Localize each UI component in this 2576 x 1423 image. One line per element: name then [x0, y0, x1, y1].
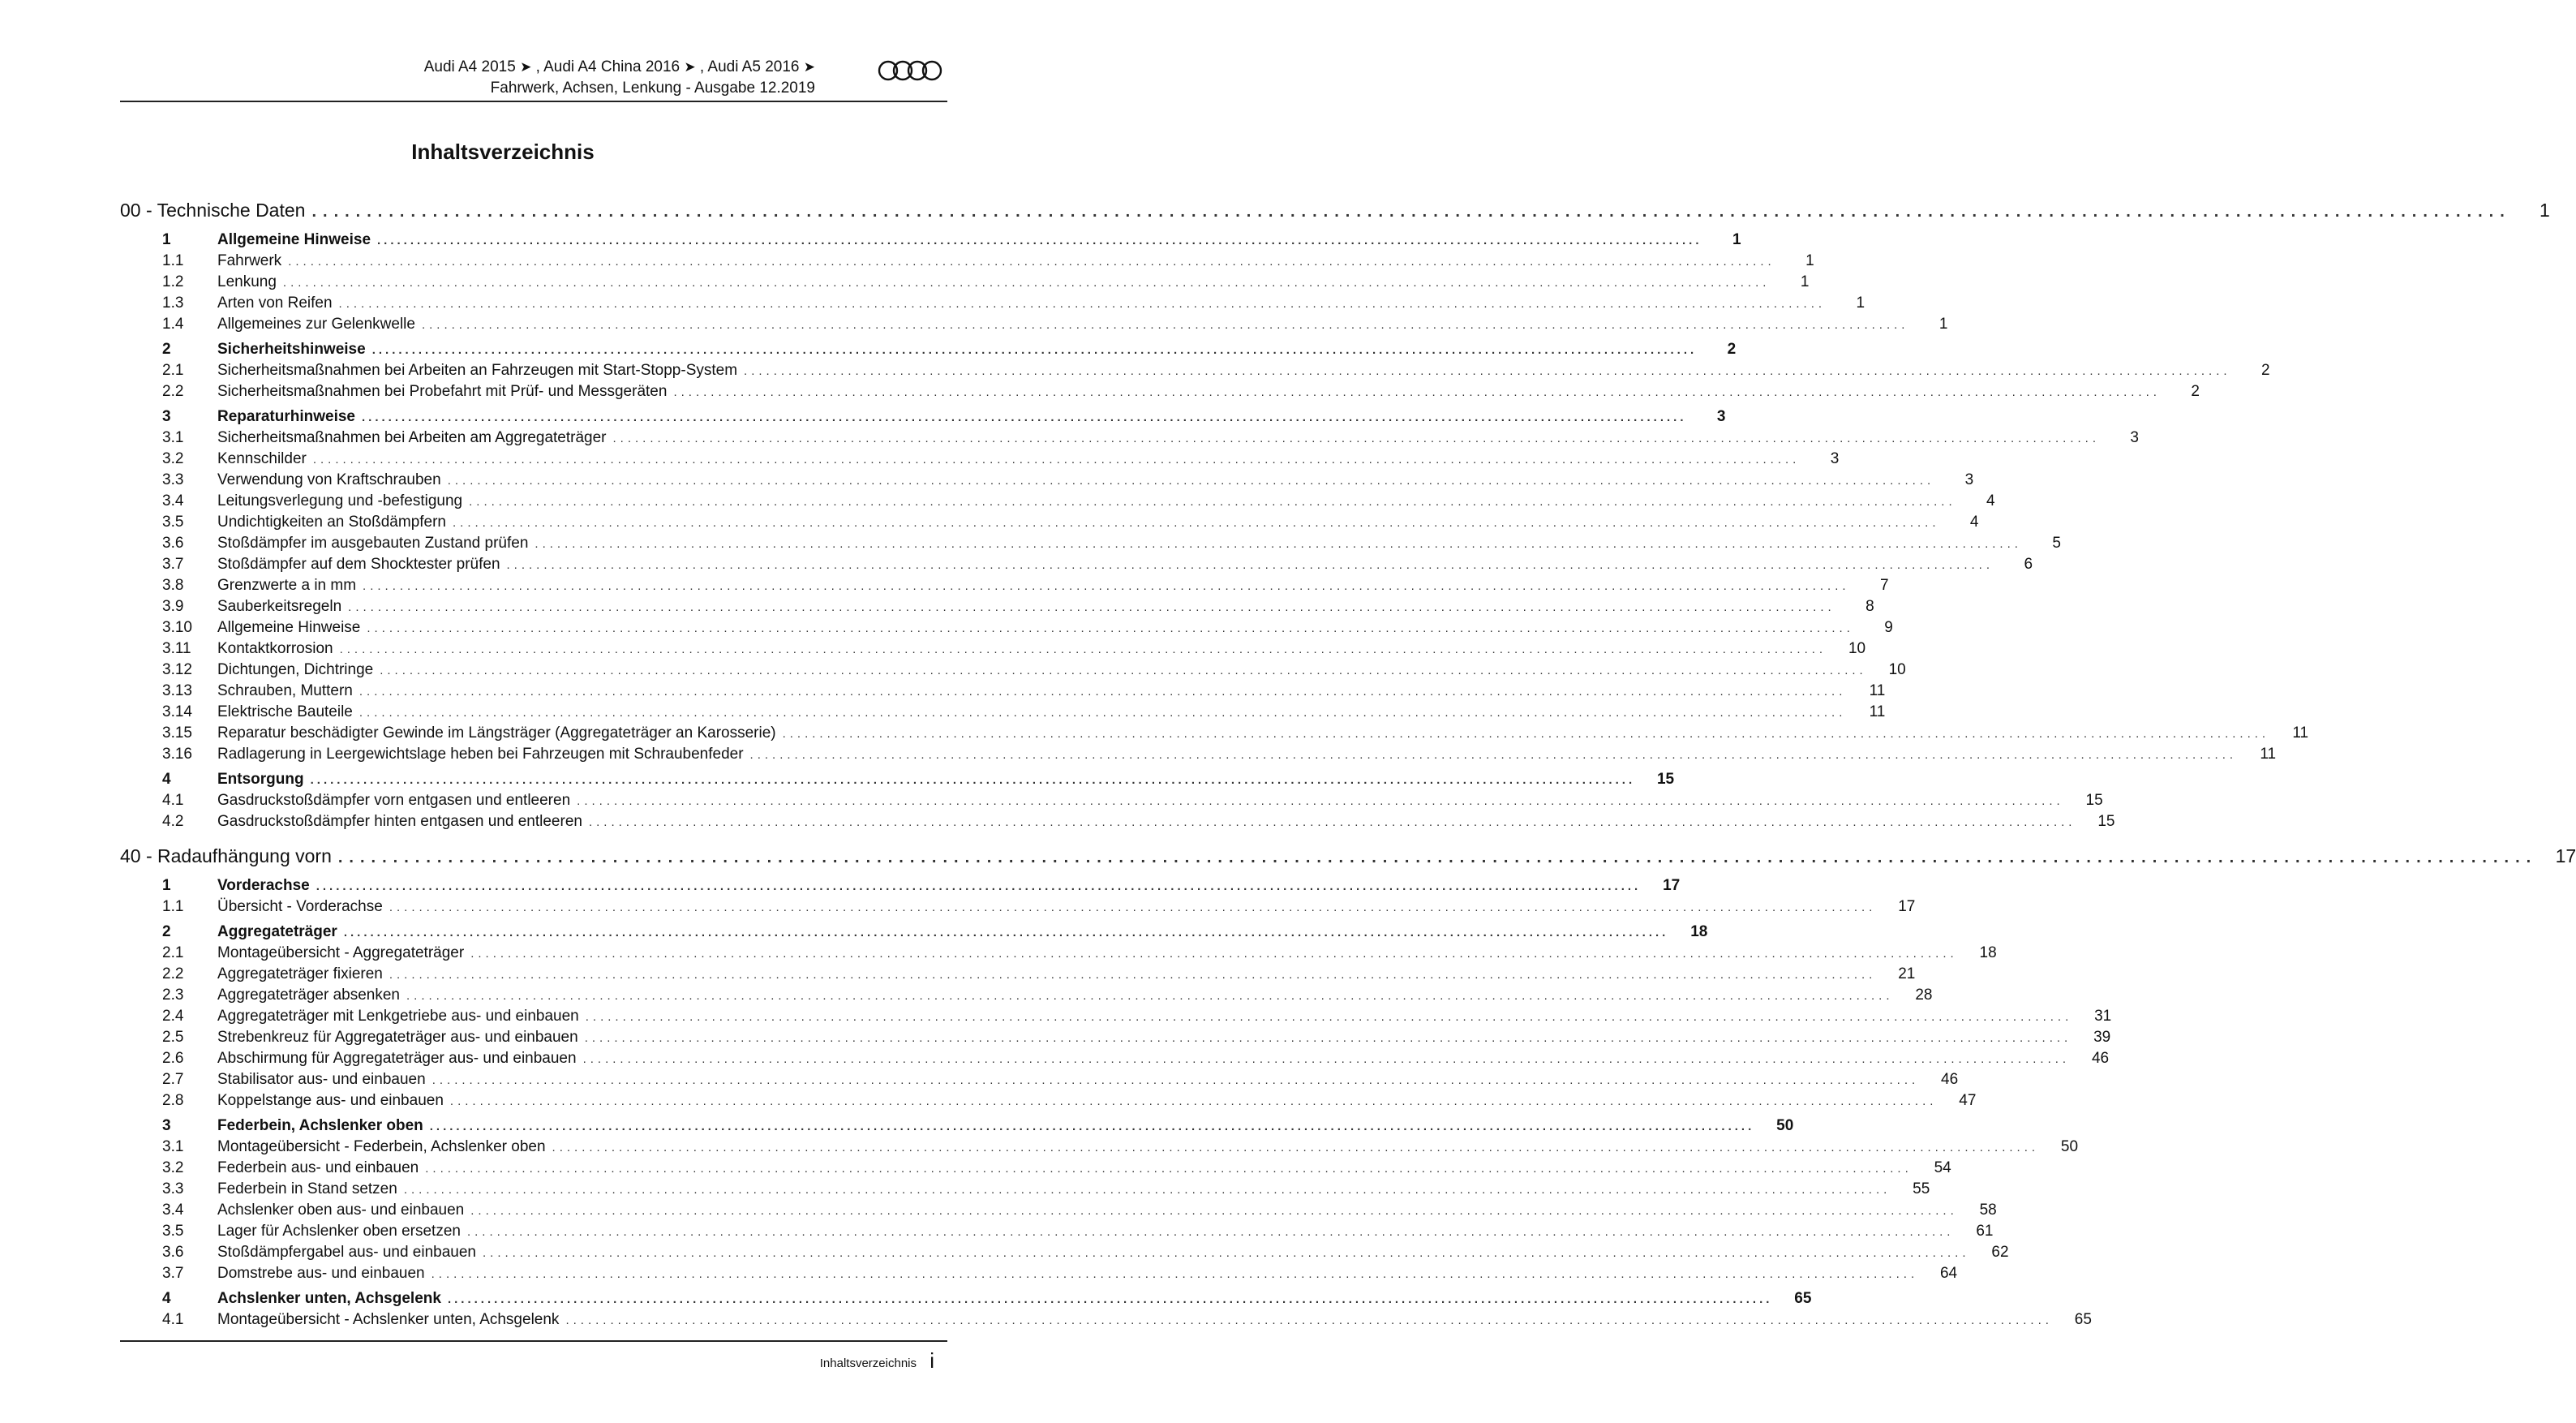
- toc-entry-page: 46: [1941, 1071, 1959, 1088]
- toc-entry-title: Verwendung von Kraftschrauben: [217, 471, 441, 488]
- toc-entry-number: 3.11: [162, 640, 191, 657]
- dot-leader: ........................................................................................................................................................................................................: [483, 1246, 1970, 1260]
- toc-entry-page: 9: [1884, 619, 1893, 636]
- toc-section[interactable]: [120, 769, 1675, 790]
- dot-leader: ........................................................................................................................................................................................................: [466, 1225, 1955, 1239]
- toc-entry-title: 00 - Technische Daten: [120, 200, 306, 221]
- dot-leader: ........................................................................................................................................................................................................: [389, 901, 1877, 914]
- dot-leader: ........................................................................................................................................................................................................: [421, 318, 1909, 332]
- toc-item[interactable]: [120, 811, 2115, 832]
- toc-entry-number: 2.3: [162, 987, 184, 1004]
- toc-item[interactable]: [120, 554, 2033, 575]
- toc-section[interactable]: [120, 406, 1726, 428]
- toc-entry-page: 5: [2052, 535, 2061, 552]
- toc-entry-title: Federbein aus- und einbauen: [217, 1159, 419, 1176]
- toc-entry-number: 3.14: [162, 703, 192, 720]
- dot-leader: ........................................................................................................................................................................................................: [585, 1010, 2073, 1024]
- toc-entry-title: Fahrwerk: [217, 252, 282, 269]
- toc-entry-number: 1: [162, 231, 171, 248]
- toc-entry-title: Achslenker oben aus- und einbauen: [217, 1202, 465, 1219]
- toc-entry-title: Achslenker unten, Achsgelenk: [217, 1290, 441, 1307]
- toc-entry-page: 4: [1986, 492, 1995, 509]
- toc-entry-page: 2: [1727, 341, 1737, 358]
- toc-entry-number: 3.1: [162, 429, 184, 446]
- toc-entry-number: 1.3: [162, 294, 184, 312]
- toc-entry-number: 3.8: [162, 577, 184, 594]
- toc-entry-page: 1: [1805, 252, 1814, 269]
- toc-entry-title: Federbein, Achslenker oben: [217, 1117, 423, 1134]
- toc-entry-page: 1: [1800, 273, 1810, 290]
- toc-entry-title: Aggregateträger: [217, 923, 337, 940]
- toc-entry-page: 61: [1976, 1223, 1994, 1240]
- toc-entry-title: Montageübersicht - Achslenker unten, Achsgelenk: [217, 1311, 560, 1328]
- toc-item[interactable]: [120, 617, 1893, 638]
- toc-item[interactable]: [120, 251, 1814, 272]
- toc-section[interactable]: [120, 1288, 1812, 1309]
- dot-leader: ........................................................................................................................................................................................................: [565, 1313, 2053, 1327]
- toc-item[interactable]: [120, 1179, 1930, 1200]
- toc-entry-number: 3.3: [162, 1180, 184, 1197]
- toc-item[interactable]: [120, 293, 1865, 314]
- toc-entry-title: Entsorgung: [217, 771, 304, 788]
- dot-leader: ........................................................................................................................................................................................................: [311, 203, 2511, 221]
- toc-entry-page: 15: [2085, 792, 2103, 809]
- toc-entry-number: 1.4: [162, 316, 184, 333]
- toc-entry-title: Strebenkreuz für Aggregateträger aus- und einbauen: [217, 1029, 578, 1046]
- toc-entry-title: Koppelstange aus- und einbauen: [217, 1092, 444, 1109]
- toc-item[interactable]: [120, 1027, 2111, 1048]
- toc-entry-title: Sicherheitshinweise: [217, 341, 366, 358]
- toc-item[interactable]: [120, 360, 2270, 381]
- toc-entry-number: 1: [162, 877, 171, 894]
- toc-entry-page: 50: [1776, 1117, 1794, 1134]
- toc-entry-title: Gasdruckstoßdämpfer hinten entgasen und entleeren: [217, 813, 582, 830]
- toc-entry-page: 62: [1991, 1244, 2009, 1261]
- toc-entry-title: Stoßdämpfer im ausgebauten Zustand prüfen: [217, 535, 529, 552]
- footer-page-number: i: [930, 1348, 934, 1373]
- toc-entry-page: 4: [1969, 514, 1979, 531]
- toc-item[interactable]: [120, 1200, 1997, 1221]
- dot-leader: ........................................................................................................................................................................................................: [389, 968, 1877, 982]
- toc-entry-number: 3.4: [162, 1202, 184, 1219]
- toc-entry-number: 3.5: [162, 1223, 184, 1240]
- toc-entry-page: 65: [1794, 1290, 1812, 1307]
- toc-entry-page: 47: [1959, 1092, 1977, 1109]
- toc-entry-title: Vorderachse: [217, 877, 310, 894]
- toc-entry-number: 3.1: [162, 1138, 184, 1155]
- toc-entry-number: 2: [162, 923, 171, 940]
- toc-item[interactable]: [120, 681, 1886, 702]
- toc-entry-number: 3: [162, 408, 171, 425]
- toc-entry-number: 3.10: [162, 619, 192, 636]
- toc-item[interactable]: [120, 428, 2139, 449]
- toc-entry-title: Kennschilder: [217, 450, 307, 467]
- toc-item[interactable]: [120, 1158, 1951, 1179]
- toc-entry-title: Aggregateträger mit Lenkgetriebe aus- und einbauen: [217, 1008, 579, 1025]
- toc-item[interactable]: [120, 985, 1933, 1006]
- toc-item[interactable]: [120, 790, 2103, 811]
- toc-item[interactable]: [120, 449, 1840, 470]
- toc-item[interactable]: [120, 272, 1810, 293]
- dot-leader: ........................................................................................................................................................................................................: [577, 794, 2064, 808]
- toc-item[interactable]: [120, 1242, 2009, 1263]
- dot-leader: ........................................................................................................................................................................................................: [348, 600, 1835, 614]
- header-model-2: , Audi A4 China 2016: [535, 58, 680, 75]
- toc-entry-title: Sicherheitsmaßnahmen bei Arbeiten an Fahrzeugen mit Start-Stopp-System: [217, 362, 738, 379]
- toc-item[interactable]: [120, 1137, 2079, 1158]
- header-subtitle: Fahrwerk, Achsen, Lenkung - Ausgabe 12.2019: [490, 80, 815, 97]
- toc-item[interactable]: [120, 491, 1995, 512]
- toc-entry-number: 3.2: [162, 450, 184, 467]
- toc-item[interactable]: [120, 943, 1997, 964]
- toc-entry-title: Arten von Reifen: [217, 294, 333, 312]
- toc-entry-page: 10: [1888, 661, 1906, 678]
- dot-leader: ........................................................................................................................................................................................................: [431, 1073, 1920, 1087]
- toc-section[interactable]: [120, 339, 1737, 360]
- toc-entry-page: 18: [1690, 923, 1708, 940]
- dot-leader: ........................................................................................................................................................................................................: [362, 411, 1687, 424]
- toc-item[interactable]: [120, 723, 2309, 744]
- toc-entry-number: 3.2: [162, 1159, 184, 1176]
- toc-item[interactable]: [120, 533, 2061, 554]
- toc-entry-title: Stoßdämpfer auf dem Shocktester prüfen: [217, 556, 500, 573]
- toc-item[interactable]: [120, 1221, 1994, 1242]
- toc-entry-title: Schrauben, Muttern: [217, 682, 353, 699]
- toc-entry-page: 55: [1913, 1180, 1930, 1197]
- dot-leader: ........................................................................................................................................................................................................: [337, 849, 2538, 866]
- toc-entry-title: Sicherheitsmaßnahmen bei Probefahrt mit Prüf- und Messgeräten: [217, 383, 668, 400]
- toc-entry-page: 6: [2024, 556, 2033, 573]
- toc-entry-title: Montageübersicht - Federbein, Achslenker oben: [217, 1138, 546, 1155]
- toc-entry-page: 3: [2130, 429, 2139, 446]
- dot-leader: ........................................................................................................................................................................................................: [744, 364, 2231, 378]
- toc-entry-number: 4.1: [162, 1311, 184, 1328]
- toc-entry-title: Sauberkeitsregeln: [217, 598, 342, 615]
- toc-entry-page: 58: [1979, 1202, 1997, 1219]
- toc-entry-number: 3.9: [162, 598, 184, 615]
- toc-entry-title: Dichtungen, Dichtringe: [217, 661, 374, 678]
- dot-leader: ........................................................................................................................................................................................................: [363, 579, 1850, 593]
- dot-leader: ........................................................................................................................................................................................................: [316, 879, 1642, 893]
- toc-entry-number: 3.16: [162, 746, 192, 763]
- toc-entry-page: 15: [1656, 771, 1675, 788]
- toc-entry-number: 3.12: [162, 661, 192, 678]
- header-vehicle-line: [424, 58, 815, 76]
- dot-leader: ........................................................................................................................................................................................................: [782, 727, 2270, 741]
- toc-entry-number: 3.15: [162, 724, 192, 742]
- toc-entry-number: 2.2: [162, 383, 184, 400]
- toc-entry-page: 1: [1732, 231, 1741, 248]
- toc-item[interactable]: [120, 1090, 1977, 1111]
- toc-item[interactable]: [120, 1069, 1959, 1090]
- dot-leader: ........................................................................................................................................................................................................: [470, 947, 1958, 961]
- toc-section[interactable]: [120, 1116, 1794, 1137]
- toc-entry-title: Undichtigkeiten an Stoßdämpfern: [217, 514, 446, 531]
- toc-entry-title: Allgemeine Hinweise: [217, 619, 361, 636]
- toc-chapter[interactable]: [120, 195, 2550, 226]
- toc-entry-title: Aggregateträger fixieren: [217, 965, 383, 982]
- toc-entry-page: 2: [2191, 383, 2200, 400]
- dot-leader: ........................................................................................................................................................................................................: [506, 558, 1994, 572]
- toc-entry-number: 2.5: [162, 1029, 184, 1046]
- dot-leader: ........................................................................................................................................................................................................: [469, 495, 1956, 509]
- toc-entry-number: 3.6: [162, 1244, 184, 1261]
- toc-item[interactable]: [120, 744, 2277, 765]
- toc-entry-title: Montageübersicht - Aggregateträger: [217, 944, 465, 961]
- dot-leader: ........................................................................................................................................................................................................: [380, 664, 1867, 677]
- toc-item[interactable]: [120, 314, 1948, 335]
- dot-leader: ........................................................................................................................................................................................................: [288, 255, 1775, 269]
- toc-entry-title: Stabilisator aus- und einbauen: [217, 1071, 426, 1088]
- toc-entry-title: Lenkung: [217, 273, 277, 290]
- toc-entry-number: 3.6: [162, 535, 184, 552]
- toc-entry-page: 46: [2091, 1050, 2110, 1067]
- toc-entry-number: 3: [162, 1117, 171, 1134]
- toc-entry-number: 1.1: [162, 252, 184, 269]
- toc-entry-page: 15: [2097, 813, 2115, 830]
- toc-entry-title: Domstrebe aus- und einbauen: [217, 1265, 425, 1282]
- toc-entry-page: 50: [2060, 1138, 2079, 1155]
- toc-entry-number: 1.2: [162, 273, 184, 290]
- dot-leader: ........................................................................................................................................................................................................: [582, 1052, 2071, 1066]
- toc-entry-number: 2.4: [162, 1008, 184, 1025]
- toc-entry-title: Aggregateträger absenken: [217, 987, 400, 1004]
- toc-entry-number: 3.4: [162, 492, 184, 509]
- toc-entry-page: 18: [1979, 944, 1997, 961]
- dot-leader: ........................................................................................................................................................................................................: [377, 234, 1702, 247]
- toc-entry-title: Gasdruckstoßdämpfer vorn entgasen und entleeren: [217, 792, 571, 809]
- toc-entry-number: 1.1: [162, 898, 184, 915]
- toc-entry-title: Sicherheitsmaßnahmen bei Arbeiten am Aggregateträger: [217, 429, 607, 446]
- toc-entry-number: 4: [162, 1290, 171, 1307]
- toc-item[interactable]: [120, 638, 1866, 660]
- toc-entry-page: 3: [1716, 408, 1726, 425]
- dot-leader: ........................................................................................................................................................................................................: [673, 385, 2161, 399]
- toc-entry-page: 11: [2260, 746, 2277, 763]
- toc-entry-number: 4: [162, 771, 171, 788]
- header-arrow-icon: ➤: [684, 59, 696, 75]
- header-divider: [120, 101, 947, 102]
- toc-entry-page: 10: [1848, 640, 1866, 657]
- dot-leader: ........................................................................................................................................................................................................: [367, 621, 1854, 635]
- toc-entry-title: Grenzwerte a in mm: [217, 577, 357, 594]
- toc-entry-page: 8: [1865, 598, 1874, 615]
- toc-section[interactable]: [120, 875, 1681, 896]
- dot-leader: ........................................................................................................................................................................................................: [584, 1031, 2072, 1045]
- dot-leader: ........................................................................................................................................................................................................: [612, 432, 2100, 445]
- toc-section[interactable]: [120, 922, 1708, 943]
- dot-leader: ........................................................................................................................................................................................................: [535, 537, 2022, 551]
- toc-entry-number: 2.1: [162, 362, 184, 379]
- header-model-3: , Audi A5 2016: [699, 58, 800, 75]
- toc-entry-page: 39: [2093, 1029, 2111, 1046]
- dot-leader: ........................................................................................................................................................................................................: [425, 1162, 1913, 1176]
- toc-entry-title: Leitungsverlegung und -befestigung: [217, 492, 463, 509]
- toc-entry-page: 21: [1898, 965, 1916, 982]
- dot-leader: ........................................................................................................................................................................................................: [431, 1267, 1919, 1281]
- toc-entry-page: 3: [1830, 450, 1840, 467]
- dot-leader: ........................................................................................................................................................................................................: [358, 685, 1847, 699]
- toc-entry-number: 2.2: [162, 965, 184, 982]
- dot-leader: ........................................................................................................................................................................................................: [588, 815, 2076, 829]
- toc-entry-number: 3.13: [162, 682, 192, 699]
- toc-entry-page: 65: [2074, 1311, 2092, 1328]
- toc-entry-page: 17: [1898, 898, 1916, 915]
- toc-entry-title: Reparaturhinweise: [217, 408, 355, 425]
- toc-entry-number: 3.3: [162, 471, 184, 488]
- footer-divider: [120, 1340, 947, 1342]
- header-arrow-icon: ➤: [520, 59, 532, 75]
- dot-leader: ........................................................................................................................................................................................................: [447, 1292, 1773, 1306]
- dot-leader: ........................................................................................................................................................................................................: [371, 343, 1698, 357]
- dot-leader: ........................................................................................................................................................................................................: [312, 453, 1801, 466]
- toc-chapter[interactable]: [120, 840, 2576, 871]
- toc-entry-title: Abschirmung für Aggregateträger aus- und einbauen: [217, 1050, 577, 1067]
- toc-entry-title: Stoßdämpfergabel aus- und einbauen: [217, 1244, 477, 1261]
- toc-item[interactable]: [120, 702, 1886, 723]
- toc-entry-page: 17: [1663, 877, 1681, 894]
- toc-entry-page: 1: [1856, 294, 1865, 312]
- toc-item[interactable]: [120, 596, 1874, 617]
- toc-item[interactable]: [120, 964, 1916, 985]
- toc-item[interactable]: [120, 1309, 2092, 1331]
- toc-entry-page: 2: [2260, 362, 2270, 379]
- toc-entry-number: 3.5: [162, 514, 184, 531]
- toc-entry-page: 31: [2094, 1008, 2112, 1025]
- toc-entry-title: Allgemeine Hinweise: [217, 231, 371, 248]
- toc-entry-page: 11: [2292, 724, 2309, 742]
- dot-leader: ........................................................................................................................................................................................................: [453, 516, 1940, 530]
- toc-entry-number: 2.1: [162, 944, 184, 961]
- dot-leader: ........................................................................................................................................................................................................: [282, 276, 1771, 290]
- toc-item[interactable]: [120, 896, 1916, 918]
- toc-entry-title: 40 - Radaufhängung vorn: [120, 845, 332, 866]
- toc-entry-page: 11: [1869, 682, 1886, 699]
- dot-leader: ........................................................................................................................................................................................................: [429, 1120, 1755, 1133]
- page-title: Inhaltsverzeichnis: [411, 140, 595, 164]
- footer-label: Inhaltsverzeichnis: [819, 1356, 917, 1370]
- toc-section[interactable]: [120, 230, 1741, 251]
- dot-leader: ........................................................................................................................................................................................................: [338, 297, 1827, 311]
- toc-entry-number: 2: [162, 341, 171, 358]
- toc-entry-title: Allgemeines zur Gelenkwelle: [217, 316, 415, 333]
- dot-leader: ........................................................................................................................................................................................................: [449, 1094, 1938, 1108]
- toc-entry-number: 2.6: [162, 1050, 184, 1067]
- toc-entry-title: Übersicht - Vorderachse: [217, 898, 383, 915]
- dot-leader: ........................................................................................................................................................................................................: [310, 773, 1636, 787]
- dot-leader: ........................................................................................................................................................................................................: [403, 1183, 1891, 1197]
- toc-entry-page: 17: [2555, 845, 2576, 866]
- dot-leader: ........................................................................................................................................................................................................: [358, 706, 1847, 720]
- toc-entry-number: 4.1: [162, 792, 184, 809]
- toc-item[interactable]: [120, 1006, 2112, 1027]
- toc-entry-page: 28: [1915, 987, 1933, 1004]
- toc-entry-number: 3.7: [162, 1265, 184, 1282]
- dot-leader: ........................................................................................................................................................................................................: [343, 926, 1669, 939]
- toc-entry-page: 1: [2539, 200, 2550, 221]
- toc-item[interactable]: [120, 381, 2200, 402]
- dot-leader: ........................................................................................................................................................................................................: [447, 474, 1935, 488]
- toc-entry-page: 1: [1938, 316, 1948, 333]
- table-of-contents: [120, 195, 2576, 1331]
- toc-entry-number: 3.7: [162, 556, 184, 573]
- dot-leader: ........................................................................................................................................................................................................: [470, 1204, 1958, 1218]
- toc-item[interactable]: [120, 1263, 1958, 1284]
- toc-item[interactable]: [120, 512, 1979, 533]
- toc-entry-number: 2.8: [162, 1092, 184, 1109]
- header-arrow-icon: ➤: [803, 59, 815, 75]
- toc-item[interactable]: [120, 470, 1974, 491]
- dot-leader: ........................................................................................................................................................................................................: [749, 748, 2238, 762]
- toc-entry-page: 7: [1879, 577, 1889, 594]
- dot-leader: ........................................................................................................................................................................................................: [339, 643, 1827, 656]
- toc-entry-title: Reparatur beschädigter Gewinde im Längsträger (Aggregateträger an Karosserie): [217, 724, 776, 742]
- toc-item[interactable]: [120, 660, 1906, 681]
- dot-leader: ........................................................................................................................................................................................................: [406, 989, 1894, 1003]
- toc-entry-page: 3: [1964, 471, 1974, 488]
- toc-entry-number: 2.7: [162, 1071, 184, 1088]
- toc-item[interactable]: [120, 575, 1889, 596]
- audi-rings-icon: [878, 58, 942, 83]
- toc-entry-title: Radlagerung in Leergewichtslage heben bei Fahrzeugen mit Schraubenfeder: [217, 746, 744, 763]
- toc-entry-page: 11: [1869, 703, 1886, 720]
- toc-entry-page: 64: [1939, 1265, 1958, 1282]
- toc-entry-title: Lager für Achslenker oben ersetzen: [217, 1223, 461, 1240]
- dot-leader: ........................................................................................................................................................................................................: [552, 1141, 2040, 1154]
- toc-entry-title: Kontaktkorrosion: [217, 640, 333, 657]
- toc-entry-number: 4.2: [162, 813, 184, 830]
- toc-entry-page: 54: [1934, 1159, 1951, 1176]
- header-model-1: Audi A4 2015: [423, 58, 516, 75]
- toc-entry-title: Elektrische Bauteile: [217, 703, 353, 720]
- toc-entry-title: Federbein in Stand setzen: [217, 1180, 397, 1197]
- toc-item[interactable]: [120, 1048, 2110, 1069]
